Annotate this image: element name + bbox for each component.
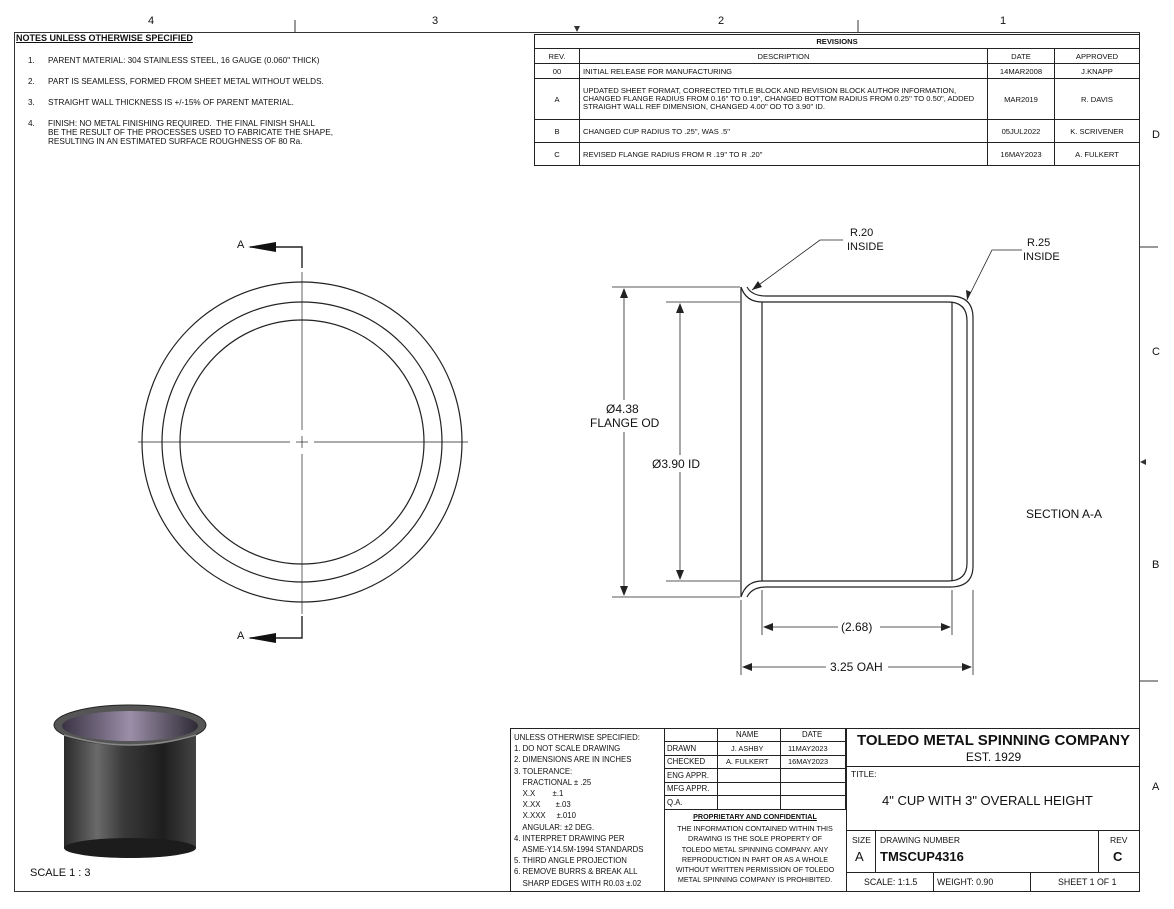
sheet-value: SHEET 1 OF 1	[1058, 877, 1117, 887]
section-arrows	[248, 242, 276, 643]
revision-rev: A	[535, 79, 580, 120]
flange-radius-note: INSIDE	[847, 241, 884, 253]
revision-approved: A. FULKERT	[1055, 143, 1140, 166]
centerlines	[138, 272, 468, 614]
approvals-row-line	[664, 755, 846, 756]
proprietary-notice	[664, 812, 846, 885]
title-block-row-line	[846, 830, 1140, 831]
tolerance-line: UNLESS OTHERWISE SPECIFIED:	[514, 733, 640, 742]
drawing-title: 4" CUP WITH 3" OVERALL HEIGHT	[882, 793, 1093, 808]
revision-description: UPDATED SHEET FORMAT, CORRECTED TITLE BLOCK AND REVISION BLOCK AUTHOR INFORMATION, CHANGED FLANGE RADIUS FROM 0.16" TO 0.19", CHANGED BOTTOM RADIUS FROM 0.25" TO 0.50", ADDED STRAIGHT WALL REF DIMENSION, CHANGED 4.00" OD TO 3.90" ID.	[580, 79, 988, 120]
revision-date: 05JUL2022	[988, 120, 1055, 143]
title-label: TITLE:	[851, 769, 877, 779]
section-view	[741, 287, 973, 597]
cup-outer-profile	[747, 287, 973, 597]
weight-divider	[933, 872, 934, 892]
revision-rev: B	[535, 120, 580, 143]
tolerance-block	[514, 732, 664, 889]
zone-top-3: 3	[432, 15, 439, 27]
approval-name: J. ASHBY	[731, 744, 764, 753]
approval-role: ENG APPR.	[667, 771, 710, 780]
cup-inner-profile	[741, 287, 967, 597]
approval-role: DRAWN	[667, 744, 697, 753]
section-label-top: A	[237, 239, 245, 251]
rev-value: C	[1113, 849, 1123, 864]
revision-date: 14MAR2008	[988, 64, 1055, 79]
approvals-name-header: NAME	[736, 730, 759, 739]
tolerance-line: 2. DIMENSIONS ARE IN INCHES	[514, 755, 632, 765]
title-block-row-line	[846, 872, 1140, 873]
tolerance-line: X.XXX ±.010	[514, 811, 576, 821]
weight-value: WEIGHT: 0.90	[937, 877, 994, 887]
tolerance-line: 3. TOLERANCE:	[514, 766, 573, 776]
revision-date: MAR2019	[988, 79, 1055, 120]
tolerance-line: ANGULAR: ±2 DEG.	[514, 822, 595, 832]
proprietary-line: WITHOUT WRITTEN PERMISSION OF TOLEDO	[675, 865, 835, 875]
zone-right-c: C	[1152, 346, 1160, 358]
top-view	[138, 247, 468, 638]
isometric-scale: SCALE 1 : 3	[30, 867, 91, 879]
zone-top-4: 4	[148, 15, 155, 27]
description-header: DESCRIPTION	[580, 49, 988, 64]
size-value: A	[855, 849, 864, 864]
proprietary-line: THE INFORMATION CONTAINED WITHIN THIS	[677, 824, 833, 834]
size-label: SIZE	[852, 835, 871, 845]
drawing-number: TMSCUP4316	[880, 849, 964, 864]
proprietary-line: TOLEDO METAL SPINNING COMPANY. ANY	[681, 844, 829, 854]
flange-radius-label: R.20	[850, 227, 874, 239]
proprietary-line: METAL SPINNING COMPANY IS PROHIBITED.	[677, 875, 833, 885]
tolerance-line: 5. THIRD ANGLE PROJECTION	[514, 856, 627, 866]
approval-role: Q.A.	[667, 798, 683, 807]
zone-right-d: D	[1152, 129, 1160, 141]
revision-approved: K. SCRIVENER	[1055, 120, 1140, 143]
zone-right-a: A	[1152, 781, 1160, 793]
approval-role: CHECKED	[667, 757, 706, 766]
revision-description: CHANGED CUP RADIUS TO .25", WAS .5"	[580, 120, 988, 143]
notes-title: NOTES UNLESS OTHERWISE SPECIFIED	[16, 33, 193, 43]
tolerance-line: 6. REMOVE BURRS & BREAK ALL	[514, 867, 638, 877]
tolerance-line: ASME-Y14.5M-1994 STANDARDS	[514, 845, 644, 855]
approvals-date-header: DATE	[802, 730, 823, 739]
approvals-row-line	[664, 795, 846, 796]
revision-approved: R. DAVIS	[1055, 79, 1140, 120]
title-block-row-line	[846, 766, 1140, 767]
approved-header: APPROVED	[1055, 49, 1140, 64]
section-view-title: SECTION A-A	[1026, 507, 1103, 521]
company-block	[847, 728, 1140, 766]
approvals-row-line	[664, 741, 846, 742]
flange-od-dimension: Ø4.38	[606, 402, 639, 416]
sheet-divider	[1030, 872, 1031, 892]
zone-top-2: 2	[718, 15, 725, 27]
note-4-text: FINISH: NO METAL FINISHING REQUIRED. THE FINAL FINISH SHALL BE THE RESULT OF THE PROCESSES USED TO FABRICATE THE SHAPE, RESULTING IN AN ESTIMATED SURFACE ROUGHNESS OF 80 Ra.	[48, 119, 333, 146]
revisions-title: REVISIONS	[535, 35, 1140, 49]
size-divider	[875, 830, 876, 872]
tolerance-line: SHARP EDGES WITH R0.03 ±.02	[514, 878, 642, 888]
note-2-text: PART IS SEAMLESS, FORMED FROM SHEET METAL WITHOUT WELDS.	[48, 77, 324, 86]
note-2-number: 2.	[28, 77, 35, 86]
tolerance-line: X.X ±.1	[514, 789, 564, 799]
border-ticks	[295, 20, 1158, 681]
proprietary-line: REPRODUCTION IN PART OR AS A WHOLE	[681, 854, 829, 864]
revision-description: INITIAL RELEASE FOR MANUFACTURING	[580, 64, 988, 79]
flange-od-note: FLANGE OD	[590, 416, 660, 430]
proprietary-title: PROPRIETARY AND CONFIDENTIAL	[693, 812, 817, 821]
approvals-row-line	[664, 768, 846, 769]
rev-label: REV	[1110, 835, 1128, 845]
drawing-number-label: DRAWING NUMBER	[880, 835, 960, 845]
approval-date: 16MAY2023	[788, 757, 829, 766]
scale-value: SCALE: 1:1.5	[864, 877, 918, 887]
revision-date: 16MAY2023	[988, 143, 1055, 166]
approvals-row-line	[664, 782, 846, 783]
note-1-text: PARENT MATERIAL: 304 STAINLESS STEEL, 16 GAUGE (0.060" THICK)	[48, 56, 320, 65]
straight-wall-dimension: (2.68)	[841, 620, 873, 634]
dimension-arrowheads	[620, 281, 972, 674]
approval-role: MFG APPR.	[667, 784, 710, 793]
bottom-radius-label: R.25	[1027, 237, 1051, 249]
rev-divider	[1098, 830, 1099, 872]
title-block-divider	[664, 728, 665, 892]
section-label-bottom: A	[237, 630, 245, 642]
revision-rev: 00	[535, 64, 580, 79]
company-established: EST. 1929	[965, 750, 1022, 764]
id-dimension: Ø3.90 ID	[652, 457, 701, 471]
note-1-number: 1.	[28, 56, 35, 65]
tolerance-line: 1. DO NOT SCALE DRAWING	[514, 744, 621, 754]
revision-approved: J.KNAPP	[1055, 64, 1140, 79]
tolerance-line: 4. INTERPRET DRAWING PER	[514, 833, 625, 843]
revision-description: REVISED FLANGE RADIUS FROM R .19" TO R .20"	[580, 143, 988, 166]
date-header: DATE	[988, 49, 1055, 64]
company-name: TOLEDO METAL SPINNING COMPANY	[856, 732, 1131, 749]
zone-top-1: 1	[1000, 15, 1007, 27]
overall-height-dimension: 3.25 OAH	[830, 660, 883, 674]
bottom-radius-note: INSIDE	[1023, 251, 1060, 263]
approval-name: A. FULKERT	[726, 757, 769, 766]
proprietary-line: DRAWING IS THE SOLE PROPERTY OF	[688, 834, 822, 844]
note-4-number: 4.	[28, 119, 35, 128]
note-3-text: STRAIGHT WALL THICKNESS IS +/-15% OF PARENT MATERIAL.	[48, 98, 294, 107]
approval-date: 11MAY2023	[788, 744, 828, 753]
isometric-cup-image	[54, 705, 206, 858]
note-3-number: 3.	[28, 98, 35, 107]
rev-header: REV.	[535, 49, 580, 64]
tolerance-line: X.XX ±.03	[514, 800, 571, 810]
zone-right-b: B	[1152, 559, 1160, 571]
tolerance-line: FRACTIONAL ± .25	[514, 777, 592, 787]
revision-rev: C	[535, 143, 580, 166]
